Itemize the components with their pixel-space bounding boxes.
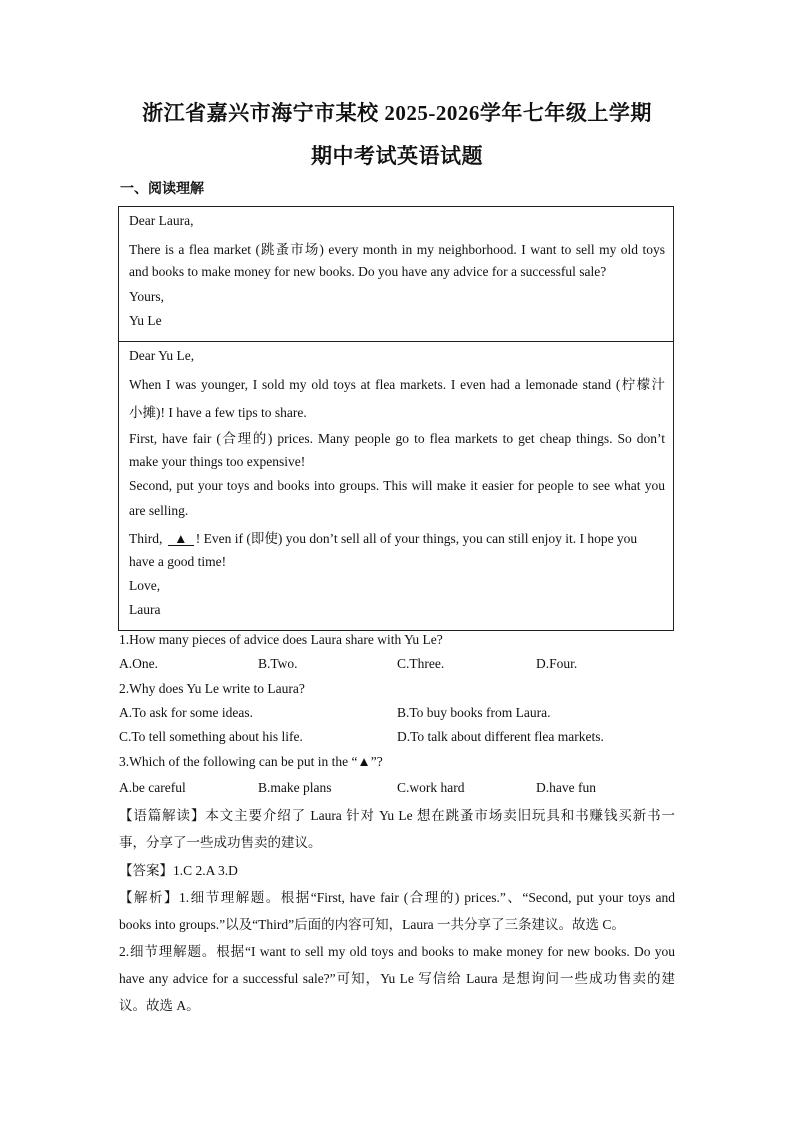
letter1-signature: Yu Le — [129, 313, 162, 328]
section-heading: 一、阅读理解 — [120, 182, 204, 197]
q1-option-c[interactable]: C.Three. — [397, 656, 445, 671]
letter2-signature: Laura — [129, 602, 161, 617]
q2-option-c[interactable]: C.To tell something about his life. — [119, 729, 303, 744]
letter2-third-tip-line — [129, 527, 665, 547]
explanation-1-cont: books into groups.”以及“Third”后面的内容可知，Laura 一共分享了三条建议。故选 C。 — [119, 917, 625, 932]
answer-blank[interactable]: ▲ — [168, 532, 194, 546]
letter-laura-box — [118, 341, 674, 631]
explanation-2-end: 议。故选 A。 — [119, 998, 200, 1013]
letter1-closing: Yours, — [129, 289, 165, 304]
question-3: 3.Which of the following can be put in the “▲”? — [119, 754, 383, 769]
letter2-body-line: 小摊)! I have a few tips to share. — [129, 405, 307, 420]
exam-title-line1: 浙江省嘉兴市海宁市某校 2025-2026学年七年级上学期 — [142, 101, 652, 125]
explanation-2: 2.细节理解题。根据“I want to sell my old toys and books to make money for new books. Do you — [119, 944, 675, 959]
letter2-body-line: Second, put your toys and books into groups. This will make it easier for people to see what you — [129, 478, 665, 493]
third-tip-rest: ! Even if (即使) you don’t sell all of your things, you can still enjoy it. I hope you — [195, 531, 638, 546]
letter1-body-line: and books to make money for new books. Do you have any advice for a successful sale? — [129, 264, 607, 279]
letter1-greeting: Dear Laura, — [129, 213, 194, 228]
explanation-2-cont: have any advice for a successful sale?”可知，Yu Le 写信给 Laura 是想询问一些成功售卖的建 — [119, 971, 675, 986]
answer-key: 【答案】1.C 2.A 3.D — [119, 863, 238, 878]
q1-option-d[interactable]: D.Four. — [536, 656, 578, 671]
q2-option-a[interactable]: A.To ask for some ideas. — [119, 705, 254, 720]
q2-option-b[interactable]: B.To buy books from Laura. — [397, 705, 551, 720]
q3-option-c[interactable]: C.work hard — [397, 780, 465, 795]
q3-option-a[interactable]: A.be careful — [119, 780, 186, 795]
explanation-1: 【解析】1.细节理解题。根据“First, have fair (合理的) prices.”、“Second, put your toys and — [119, 890, 675, 905]
question-1: 1.How many pieces of advice does Laura share with Yu Le? — [119, 632, 443, 647]
passage-summary: 【语篇解读】本文主要介绍了 Laura 针对 Yu Le 想在跳蚤市场卖旧玩具和书赚钱买新书一 — [119, 808, 675, 823]
letter2-body-line: have a good time! — [129, 554, 227, 569]
third-tip-prefix: Third, — [129, 531, 163, 546]
letter2-body-line: make your things too expensive! — [129, 454, 306, 469]
letter2-body-line: First, have fair (合理的) prices. Many people go to flea markets to get cheap things. So don’t — [129, 431, 665, 446]
question-2: 2.Why does Yu Le write to Laura? — [119, 681, 305, 696]
letter-yu-le-box — [118, 206, 674, 342]
q1-option-a[interactable]: A.One. — [119, 656, 158, 671]
q1-option-b[interactable]: B.Two. — [258, 656, 298, 671]
letter2-body-line: When I was younger, I sold my old toys at flea markets. I even had a lemonade stand (柠檬汁 — [129, 377, 665, 392]
q3-option-d[interactable]: D.have fun — [536, 780, 596, 795]
q2-option-d[interactable]: D.To talk about different flea markets. — [397, 729, 604, 744]
letter2-closing: Love, — [129, 578, 161, 593]
letter2-greeting: Dear Yu Le, — [129, 348, 195, 363]
q3-option-b[interactable]: B.make plans — [258, 780, 332, 795]
letter1-body-line: There is a flea market (跳蚤市场) every month in my neighborhood. I want to sell my old toys — [129, 242, 665, 257]
letter2-body-line: are selling. — [129, 503, 189, 518]
exam-title-line2: 期中考试英语试题 — [311, 144, 483, 168]
passage-summary-cont: 事，分享了一些成功售卖的建议。 — [119, 835, 322, 850]
